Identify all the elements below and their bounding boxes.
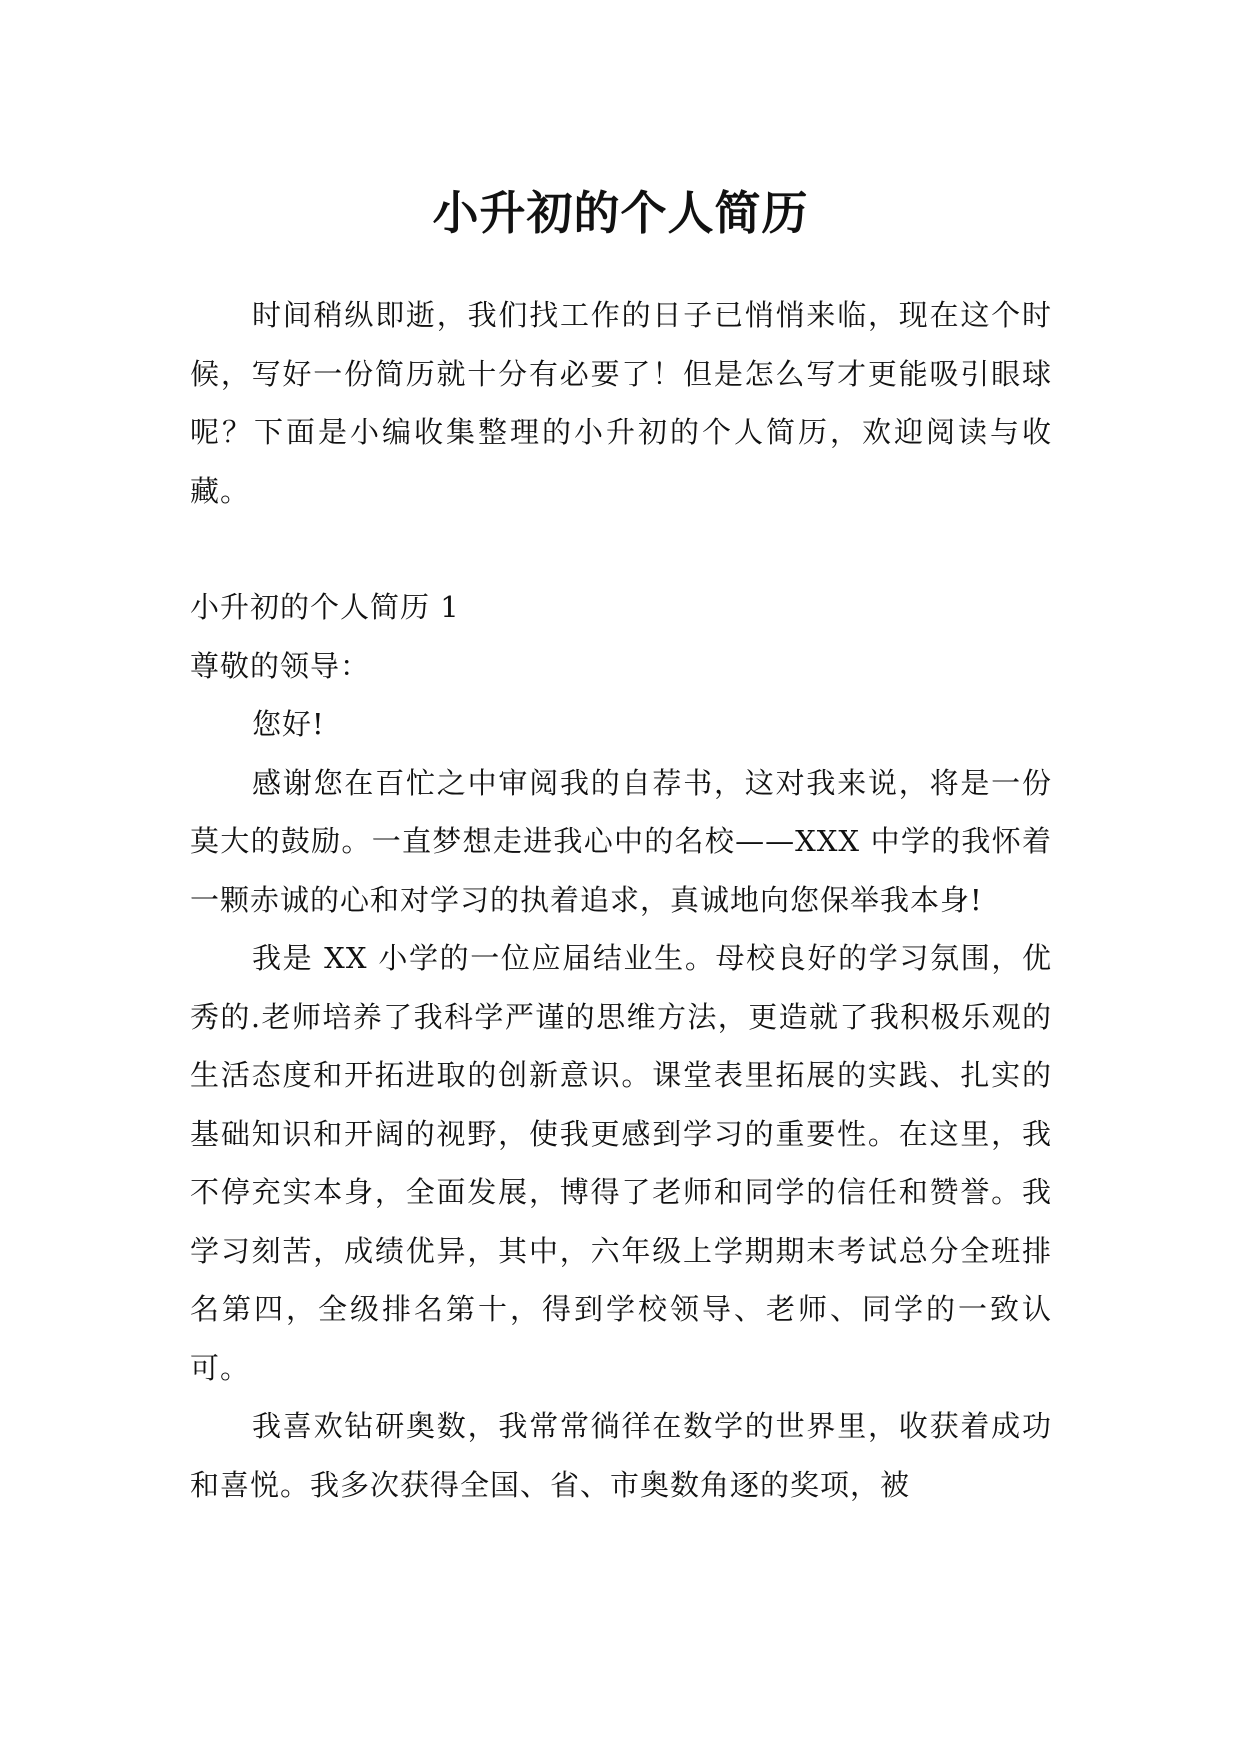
resume-section — [190, 578, 1052, 1514]
section-heading: 小升初的个人简历 1 — [190, 590, 460, 624]
paragraph-self-intro: 我是 XX 小学的一位应届结业生。母校良好的学习氛围，优秀的.老师培养了我科学严谨的思维方法，更造就了我积极乐观的生活态度和开拓进取的创新意识。课堂表里拓展的实践、扎实的基础知识和开阔的视野，使我更感到学习的重要性。在这里，我不停充实本身，全面发展，博得了老师和同学的信任和赞誉。我学习刻苦，成绩优异，其中，六年级上学期期末考试总分全班排名第四，全级排名第十，得到学校领导、老师、同学的一致认可。 — [190, 941, 1052, 1385]
paragraph-thanks: 感谢您在百忙之中审阅我的自荐书，这对我来说，将是一份莫大的鼓励。一直梦想走进我心中的名校——XXX 中学的我怀着一颗赤诚的心和对学习的执着追求，真诚地向您保举我本身! — [190, 765, 1052, 917]
greeting: 您好! — [252, 707, 325, 741]
salutation: 尊敬的领导： — [190, 648, 371, 683]
intro-paragraph: 时间稍纵即逝，我们找工作的日子已悄悄来临，现在这个时候，写好一份简历就十分有必要了！但是怎么写才更能吸引眼球呢？下面是小编收集整理的小升初的个人简历，欢迎阅读与收藏。 — [190, 298, 1052, 508]
intro-block — [190, 286, 1052, 520]
paragraph-math: 我喜欢钻研奥数，我常常徜徉在数学的世界里，收获着成功和喜悦。我多次获得全国、省、市奥数角逐的奖项，被 — [190, 1409, 1052, 1502]
document-title: 小升初的个人简历 — [432, 185, 809, 240]
